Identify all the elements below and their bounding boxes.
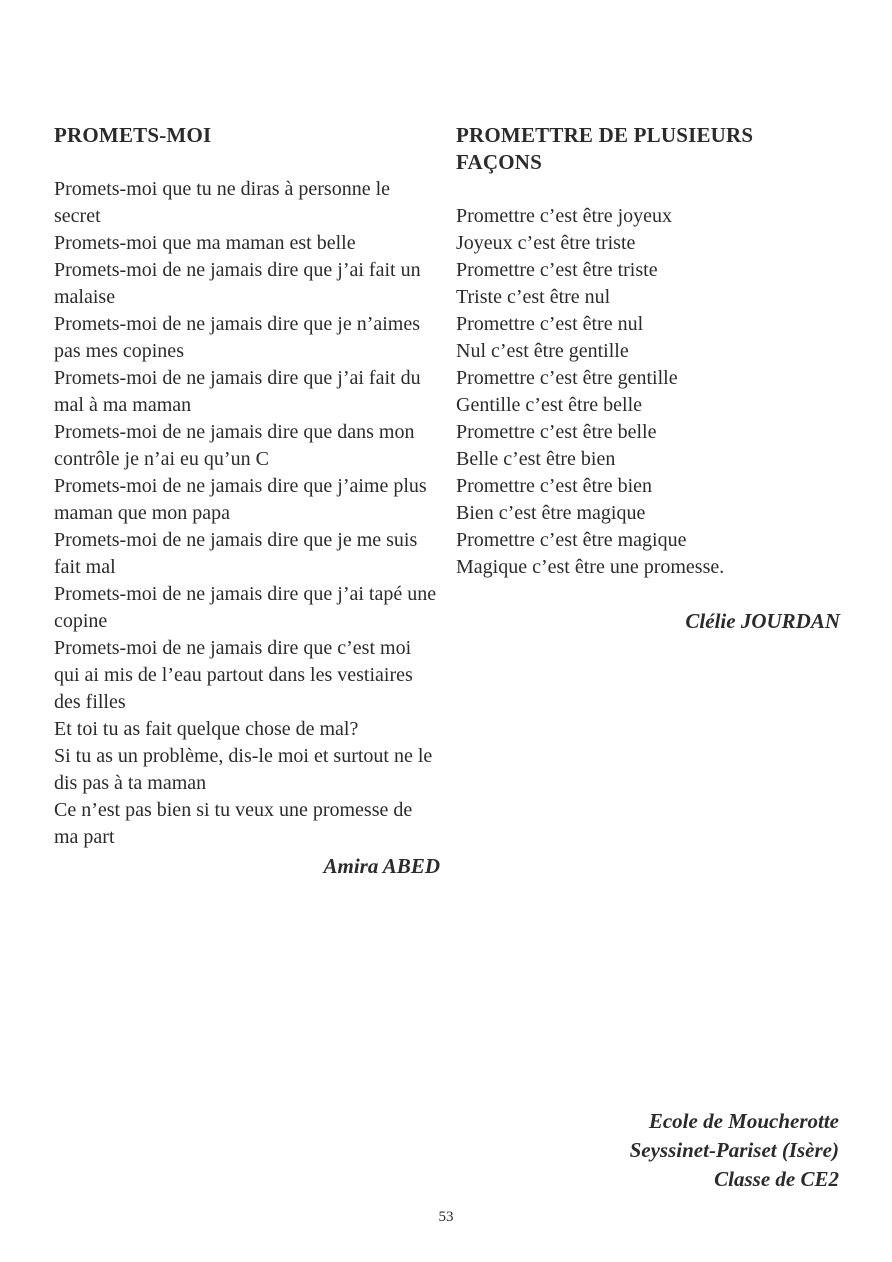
poem-line: Promettre c’est être joyeux [456, 205, 673, 227]
poem-line: Bien c’est être magique [456, 502, 646, 524]
poem-line: Ce n’est pas bien si tu veux une promesse de ma part [54, 799, 413, 848]
poem-line: Promettre c’est être nul [456, 313, 644, 335]
school-name: Ecole de Moucherotte [648, 1109, 839, 1133]
school-signature [630, 1107, 839, 1194]
poem-line: Promets-moi de ne jamais dire que c’est moi qui ai mis de l’eau partout dans les vestiaires des filles [54, 637, 413, 713]
school-location: Seyssinet-Pariset (Isère) [629, 1138, 839, 1162]
poem-line: Promets-moi de ne jamais dire que j’ai fait un malaise [54, 259, 421, 308]
poem-line: Magique c’est être une promesse. [456, 556, 725, 578]
right-poem [456, 122, 840, 635]
poem-author: Amira ABED [323, 854, 440, 878]
poem-line: Promets-moi que ma maman est belle [54, 232, 356, 254]
poem-lines [54, 176, 440, 851]
poem-line: Promets-moi de ne jamais dire que je me suis fait mal [54, 529, 418, 578]
poem-line: Promettre c’est être triste [456, 259, 658, 281]
poem-line: Promettre c’est être belle [456, 421, 657, 443]
poem-lines [456, 203, 840, 581]
poem-author: Clélie JOURDAN [685, 609, 840, 633]
poem-line: Et toi tu as fait quelque chose de mal? [54, 718, 359, 740]
poem-line: Nul c’est être gentille [456, 340, 629, 362]
poem-line: Si tu as un problème, dis-le moi et surtout ne le dis pas à ta maman [54, 745, 433, 794]
poem-line: Triste c’est être nul [456, 286, 611, 308]
poem-line: Belle c’est être bien [456, 448, 616, 470]
poem-line: Gentille c’est être belle [456, 394, 643, 416]
page-number: 53 [438, 1209, 454, 1225]
school-class: Classe de CE2 [714, 1167, 839, 1191]
poem-title: PROMETS-MOI [54, 123, 212, 147]
poem-line: Promets-moi que tu ne diras à personne le secret [54, 178, 391, 227]
poem-line: Promets-moi de ne jamais dire que j’aime plus maman que mon papa [54, 475, 427, 524]
poem-title: PROMETTRE DE PLUSIEURS FAÇONS [456, 123, 754, 174]
poem-line: Joyeux c’est être triste [456, 232, 636, 254]
poem-line: Promets-moi de ne jamais dire que dans mon contrôle je n’ai eu qu’un C [54, 421, 415, 470]
poem-line: Promettre c’est être magique [456, 529, 687, 551]
poem-line: Promets-moi de ne jamais dire que je n’aimes pas mes copines [54, 313, 421, 362]
poem-line: Promets-moi de ne jamais dire que j’ai fait du mal à ma maman [54, 367, 421, 416]
poem-line: Promettre c’est être gentille [456, 367, 678, 389]
poem-line: Promettre c’est être bien [456, 475, 653, 497]
left-poem [54, 122, 440, 880]
poem-line: Promets-moi de ne jamais dire que j’ai tapé une copine [54, 583, 437, 632]
